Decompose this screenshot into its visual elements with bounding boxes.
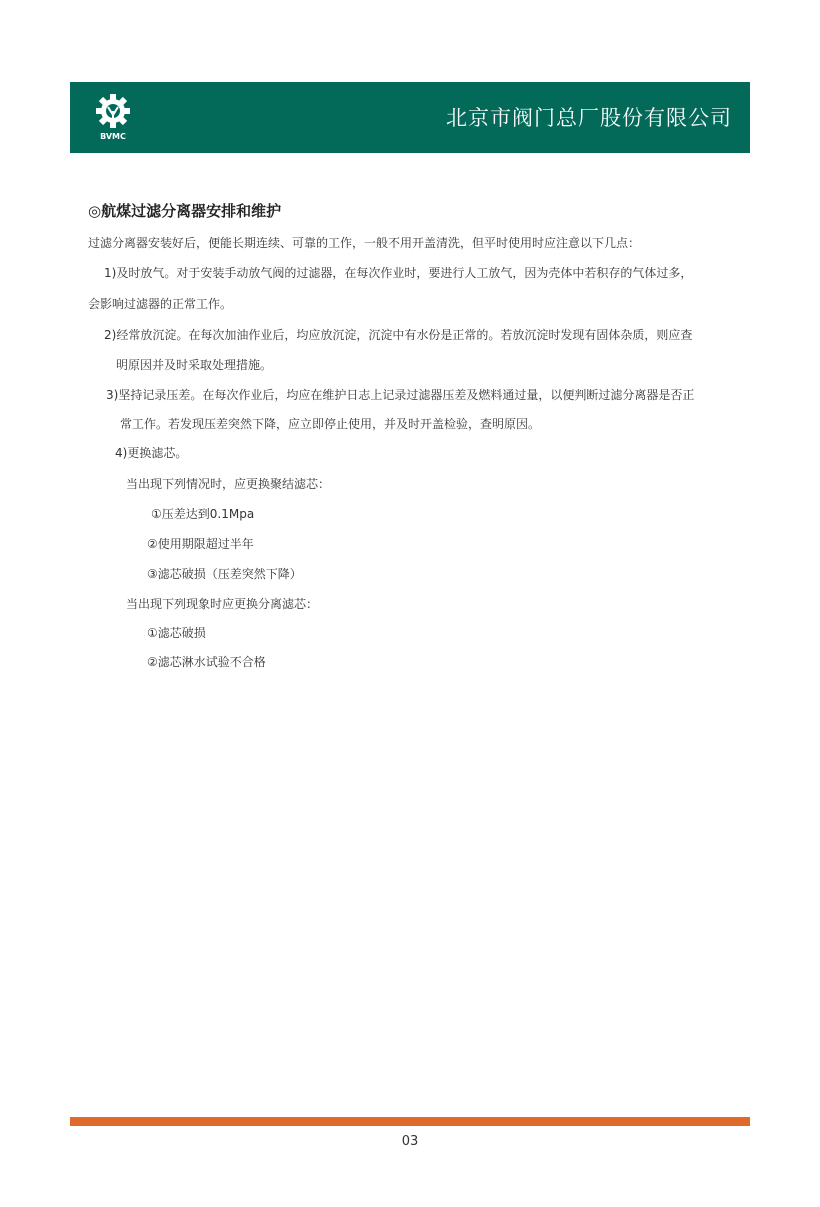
intro-paragraph: 过滤分离器安装好后，便能长期连续、可靠的工作，一般不用开盖清洗，但平时使用时应注意以下几点： bbox=[88, 236, 641, 250]
sub-item: ②使用期限超过半年 bbox=[147, 537, 254, 551]
list-item-continuation: 会影响过滤器的正常工作。 bbox=[88, 297, 233, 311]
list-item: 3)坚持记录压差。在每次作业后，均应在维护日志上记录过滤器压差及燃料通过量，以便判断过滤分离器是否正 bbox=[106, 388, 695, 402]
sub-item: ①压差达到0.1Mpa bbox=[151, 507, 255, 521]
gear-icon bbox=[88, 92, 138, 132]
page-header bbox=[70, 82, 750, 153]
list-item-continuation: 明原因并及时采取处理措施。 bbox=[116, 358, 273, 372]
sub-item: ③滤芯破损（压差突然下降） bbox=[147, 567, 302, 581]
sub-heading: 当出现下列情况时，应更换聚结滤芯： bbox=[126, 477, 331, 491]
sub-item: ①滤芯破损 bbox=[147, 626, 206, 640]
page-number: 03 bbox=[401, 1134, 419, 1149]
brand-label: BVMC bbox=[100, 132, 126, 141]
sub-heading: 当出现下列现象时应更换分离滤芯： bbox=[126, 597, 319, 611]
footer-bar bbox=[70, 1117, 750, 1126]
list-item-continuation: 常工作。若发现压差突然下降，应立即停止使用，并及时开盖检验，查明原因。 bbox=[120, 417, 541, 431]
bvmc-logo bbox=[88, 92, 138, 147]
list-item: 1)及时放气。对于安装手动放气阀的过滤器，在每次作业时，要进行人工放气，因为壳体中若积存的气体过多， bbox=[104, 266, 693, 280]
list-item: 4)更换滤芯。 bbox=[115, 446, 188, 460]
section-title: ◎航煤过滤分离器安排和维护 bbox=[88, 202, 282, 220]
list-item: 2)经常放沉淀。在每次加油作业后，均应放沉淀，沉淀中有水份是正常的。若放沉淀时发现有固体杂质，则应查 bbox=[104, 328, 693, 342]
sub-item: ②滤芯淋水试验不合格 bbox=[147, 655, 266, 669]
company-name: 北京市阀门总厂股份有限公司 bbox=[446, 106, 732, 130]
